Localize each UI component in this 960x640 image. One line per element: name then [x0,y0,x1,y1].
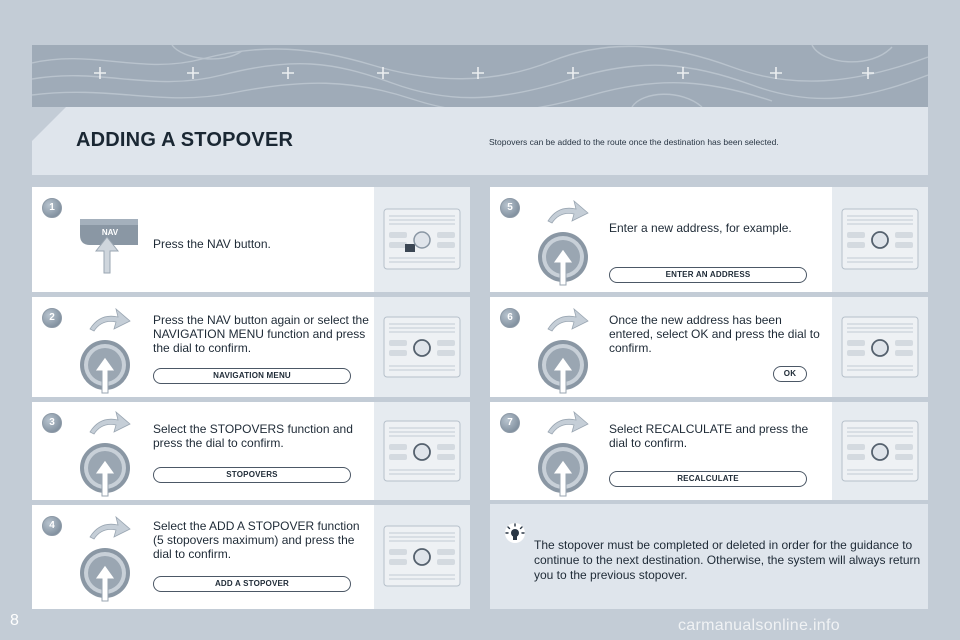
header-panel [32,107,928,175]
corner-fold [32,107,66,141]
step-text-7: Select RECALCULATE and press the dial to confirm. [609,422,809,450]
menu-pill-navigation-menu: NAVIGATION MENU [153,368,351,384]
step-text-5: Enter a new address, for example. [609,221,792,235]
step-number-7: 7 [500,413,520,433]
radio-thumbnail-2 [374,297,470,397]
menu-pill-ok: OK [773,366,807,382]
nav-label: NAV [101,228,119,237]
dial-icon [78,408,148,498]
radio-thumbnail-6 [832,297,928,397]
step-panel-2 [32,297,470,397]
radio-unit-icon [383,420,461,482]
radio-thumbnail-5 [832,187,928,292]
radio-unit-icon [383,316,461,378]
step-panel-1 [32,187,470,292]
menu-pill-add-a-stopover: ADD A STOPOVER [153,576,351,592]
radio-thumbnail-4 [374,505,470,609]
tip-text: The stopover must be completed or deleted in order for the guidance to continue to the next destination. Otherwise, the system will always return you to the previous stopover. [534,538,921,582]
step-text-4: Select the ADD A STOPOVER function (5 stopovers maximum) and press the dial to confirm. [153,519,360,561]
step-text-2: Press the NAV button again or select the NAVIGATION MENU function and press the dial to confirm. [153,313,369,355]
step-text-1: Press the NAV button. [153,237,271,251]
intro-text: Stopovers can be added to the route once the destination has been selected. [489,137,779,147]
step-number-1: 1 [42,198,62,218]
step-number-3: 3 [42,413,62,433]
step-panel-4 [32,505,470,609]
contour-map-graphic [32,45,928,107]
radio-unit-icon [383,525,461,587]
watermark: carmanualsonline.info [678,617,840,634]
radio-thumbnail-1 [374,187,470,292]
menu-pill-stopovers: STOPOVERS [153,467,351,483]
radio-unit-icon [841,316,919,378]
menu-pill-recalculate: RECALCULATE [609,471,807,487]
step-text-6: Once the new address has been entered, select OK and press the dial to confirm. [609,313,820,355]
tip-box [490,504,928,609]
dial-icon [536,197,606,287]
nav-button-icon [74,211,144,275]
page-title: ADDING A STOPOVER [76,129,294,151]
dial-icon [78,305,148,395]
dial-icon [536,305,606,395]
step-panel-3 [32,402,470,500]
map-banner [32,45,928,107]
step-number-2: 2 [42,308,62,328]
step-number-6: 6 [500,308,520,328]
step-number-4: 4 [42,516,62,536]
menu-pill-enter-an-address: ENTER AN ADDRESS [609,267,807,283]
page-number: 8 [10,612,19,629]
lightbulb-icon [504,522,526,544]
dial-icon [78,513,148,603]
step-text-3: Select the STOPOVERS function and press the dial to confirm. [153,422,353,450]
dial-icon [536,408,606,498]
radio-unit-icon [383,208,461,270]
radio-thumbnail-7 [832,402,928,500]
step-panel-6 [490,297,928,397]
step-panel-7 [490,402,928,500]
radio-unit-icon [841,420,919,482]
radio-unit-icon [841,208,919,270]
step-number-5: 5 [500,198,520,218]
step-panel-5 [490,187,928,292]
radio-thumbnail-3 [374,402,470,500]
